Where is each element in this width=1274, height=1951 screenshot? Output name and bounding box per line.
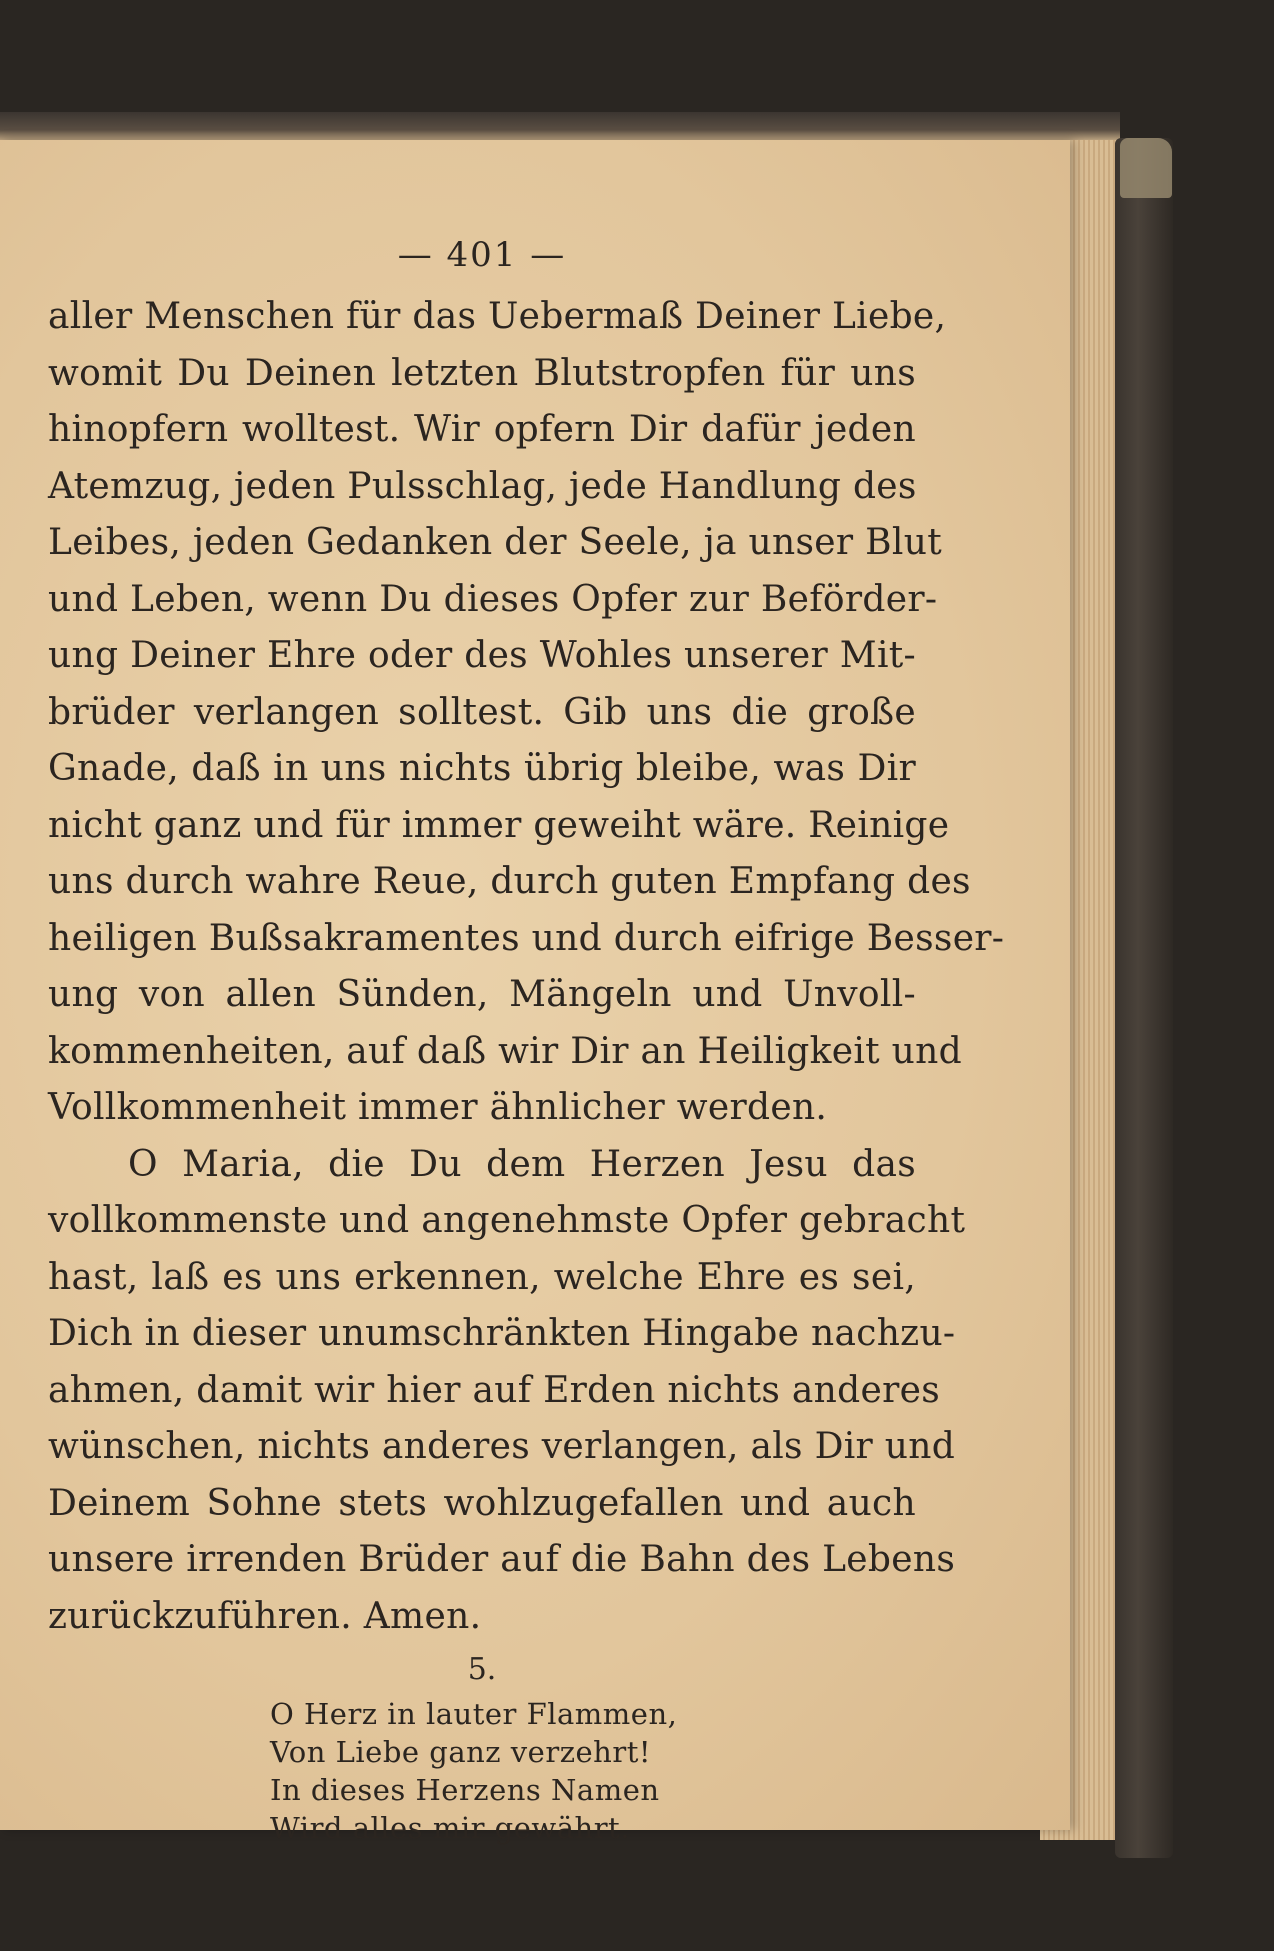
text-line: kommenheiten, auf daß wir Dir an Heiligkeit und [48, 1030, 962, 1072]
text-line: wünschen, nichts anderes verlangen, als Dir und [48, 1426, 956, 1467]
text-line: aller Menschen für das Uebermaß Deiner Liebe, [48, 296, 947, 337]
verse-line: O Herz in lauter Flammen, [270, 1697, 678, 1731]
worn-cover-corner [1120, 138, 1172, 198]
text-line: ung von allen Sünden, Mängeln und Unvoll- [48, 974, 916, 1015]
paragraph-2 [48, 1137, 966, 1646]
text-line: hinopfern wolltest. Wir opfern Dir dafür jeden [48, 409, 916, 450]
verse-line: Von Liebe ganz verzehrt! [270, 1735, 651, 1769]
text-line: nicht ganz und für immer geweiht wäre. Reinige [48, 804, 950, 846]
verse-line: Wird alles mir gewährt. [270, 1811, 630, 1845]
page-text [48, 235, 1005, 1847]
text-line: O Maria, die Du dem Herzen Jesu das [128, 1143, 916, 1185]
paragraph-1 [48, 289, 1005, 1137]
text-line: brüder verlangen solltest. Gib uns die große [48, 691, 916, 733]
text-line: Gnade, daß in uns nichts übrig bleibe, was Dir [48, 748, 916, 789]
text-line: und Leben, wenn Du dieses Opfer zur Beförder- [48, 578, 938, 620]
text-line: Dich in dieser unumschränkten Hingabe nachzu- [48, 1313, 956, 1354]
text-line: Leibes, jeden Gedanken der Seele, ja unser Blut [48, 522, 942, 563]
text-line: vollkommenste und angenehmste Opfer gebracht [48, 1200, 966, 1241]
text-line: unsere irrenden Brüder auf die Bahn des Lebens [48, 1539, 956, 1580]
verse-line: In dieses Herzens Namen [270, 1773, 660, 1807]
text-line: heiligen Bußsakramentes und durch eifrige Besser- [48, 917, 1005, 959]
text-line: zurückzuführen. Amen. [48, 1595, 482, 1637]
verse [48, 1695, 916, 1847]
text-line: ahmen, damit wir hier auf Erden nichts anderes [48, 1369, 940, 1411]
cover-top-edge [0, 112, 1120, 142]
text-line: hast, laß es uns erkennen, welche Ehre es sei, [48, 1256, 916, 1298]
text-line: Deinem Sohne stets wohlzugefallen und auch [48, 1482, 916, 1524]
text-line: ung Deiner Ehre oder des Wohles unserer Mit- [48, 635, 916, 676]
section-number: 5. [467, 1652, 497, 1687]
book-cover-edge [1115, 138, 1173, 1858]
text-line: womit Du Deinen letzten Blutstropfen für uns [48, 352, 916, 394]
text-line: uns durch wahre Reue, durch guten Empfang des [48, 861, 971, 902]
page-number: — 401 — [397, 235, 567, 275]
text-line: Atemzug, jeden Pulsschlag, jede Handlung des [48, 465, 917, 507]
text-line: Vollkommenheit immer ähnlicher werden. [48, 1087, 828, 1128]
